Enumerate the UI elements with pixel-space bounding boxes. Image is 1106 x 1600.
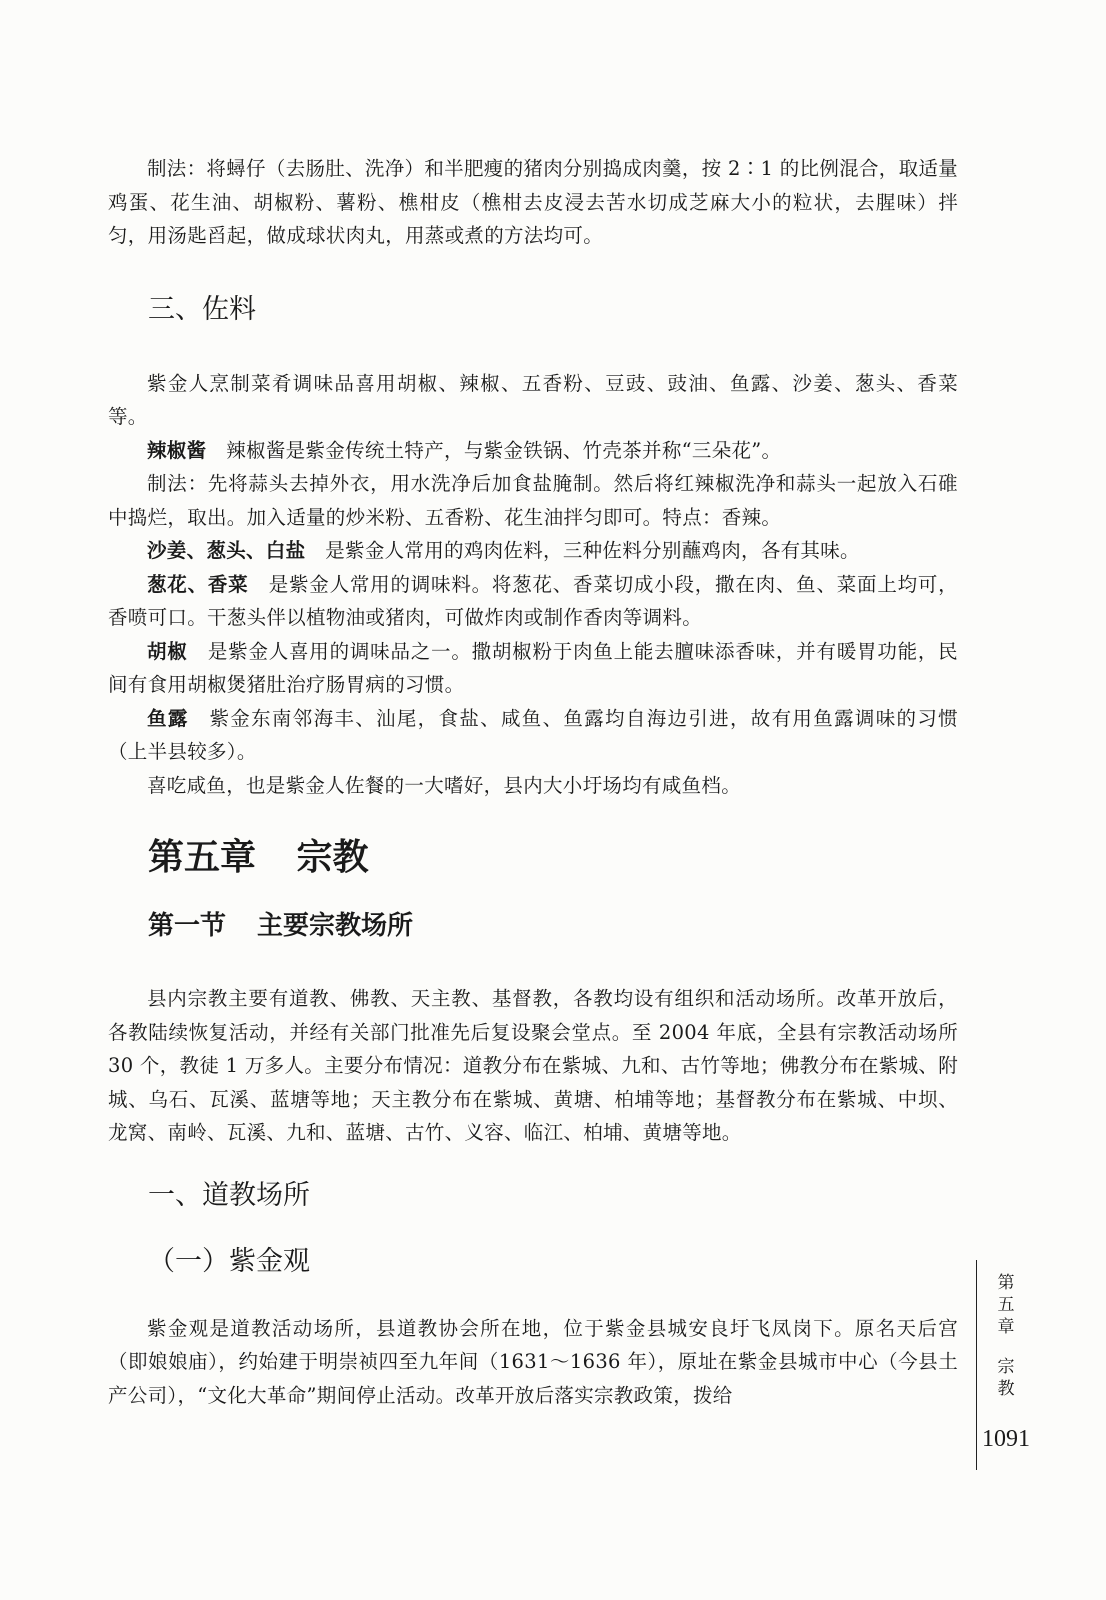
running-head-char: 章 [997, 1317, 1015, 1337]
chili-sauce-method-paragraph: 制法：先将蒜头去掉外衣，用水洗净后加食盐腌制。然后将红辣椒洗净和蒜头一起放入石碓中捣烂，取出。加入适量的炒米粉、五香粉、花生油拌匀即可。特点：香辣。 [108, 472, 958, 529]
subheading-condiments: 三、佐料 [148, 293, 256, 325]
religion-overview-paragraph: 县内宗教主要有道教、佛教、天主教、基督教，各教均设有组织和活动场所。改革开放后，各教陆续恢复活动，并经有关部门批准先后复设聚会堂点。至 2004 年底，全县有宗教活动场所 30 个，教徒 1 万多人。主要分布情况：道教分布在紫城、九和、古竹等地；佛教分布在紫城、附城、乌石、瓦溪、蓝塘等地；天主教分布在紫城、黄塘、柏埔等地；基督教分布在紫城、中坝、龙窝、南岭、瓦溪、九和、蓝塘、古竹、义容、临江、柏埔、黄塘等地。 [108, 987, 958, 1144]
running-head-char: 教 [997, 1379, 1015, 1399]
term-label: 沙姜、葱头、白盐 [147, 539, 306, 562]
recipe-method-paragraph: 制法：将蟳仔（去肠肚、洗净）和半肥瘦的猪肉分别捣成肉羹，按 2∶1 的比例混合，取适量鸡蛋、花生油、胡椒粉、薯粉、樵柑皮（樵柑去皮浸去苦水切成芝麻大小的粒状，去腥味）拌匀，用汤匙舀起，做成球状肉丸，用蒸或煮的方法均可。 [108, 157, 958, 247]
term-paragraph [108, 568, 958, 635]
term-paragraph [108, 702, 958, 769]
term-description: 辣椒酱是紫金传统土特产，与紫金铁锅、竹壳茶并称“三朵花”。 [226, 438, 782, 462]
term-label: 胡椒 [147, 639, 188, 663]
term-paragraph [108, 434, 958, 468]
zijin-temple-paragraph: 紫金观是道教活动场所，县道教协会所在地，位于紫金县城安良圩飞凤岗下。原名天后宫（即娘娘庙），约始建于明崇祯四至九年间（1631～1636 年），原址在紫金县城市中心（今县土产公司），“文化大革命”期间停止活动。改革开放后落实宗教政策，拨给 [108, 1316, 958, 1407]
salted-fish-paragraph: 喜吃咸鱼，也是紫金人佐餐的一大嗜好，县内大小圩场均有咸鱼档。 [147, 773, 742, 797]
condiments-intro-paragraph: 紫金人烹制菜肴调味品喜用胡椒、辣椒、五香粉、豆豉、豉油、鱼露、沙姜、葱头、香菜等。 [108, 371, 958, 428]
running-head [992, 1272, 1020, 1400]
running-head-char: 第 [997, 1273, 1015, 1293]
page-number: 1091 [982, 1426, 1030, 1452]
term-label: 鱼露 [147, 706, 189, 730]
page-body [108, 152, 958, 1412]
term-label: 辣椒酱 [147, 438, 207, 462]
running-head-char: 宗 [997, 1357, 1015, 1377]
running-head-char: 五 [997, 1295, 1015, 1315]
chapter-title: 第五章 宗教 [148, 836, 369, 878]
term-description: 紫金东南邻海丰、汕尾，食盐、咸鱼、鱼露均自海边引进，故有用鱼露调味的习惯（上半县较多）。 [108, 706, 958, 763]
term-description: 是紫金人常用的调味料。将葱花、香菜切成小段，撒在肉、鱼、菜面上均可，香喷可口。干葱头伴以植物油或猪肉，可做炸肉或制作香肉等调料。 [108, 572, 958, 629]
term-label: 葱花、香菜 [147, 572, 249, 596]
margin-divider [976, 1260, 977, 1470]
term-description: 是紫金人常用的鸡肉佐料，三种佐料分别蘸鸡肉，各有其味。 [325, 539, 860, 562]
term-paragraph [108, 534, 958, 568]
term-paragraph [108, 635, 958, 702]
section-title: 第一节 主要宗教场所 [148, 911, 414, 941]
subheading-zijin-temple: （一）紫金观 [148, 1245, 310, 1277]
subheading-taoist-sites: 一、道教场所 [148, 1179, 310, 1211]
term-description: 是紫金人喜用的调味品之一。撒胡椒粉于肉鱼上能去膻味添香味，并有暖胃功能，民间有食用胡椒煲猪肚治疗肠胃病的习惯。 [108, 639, 958, 696]
